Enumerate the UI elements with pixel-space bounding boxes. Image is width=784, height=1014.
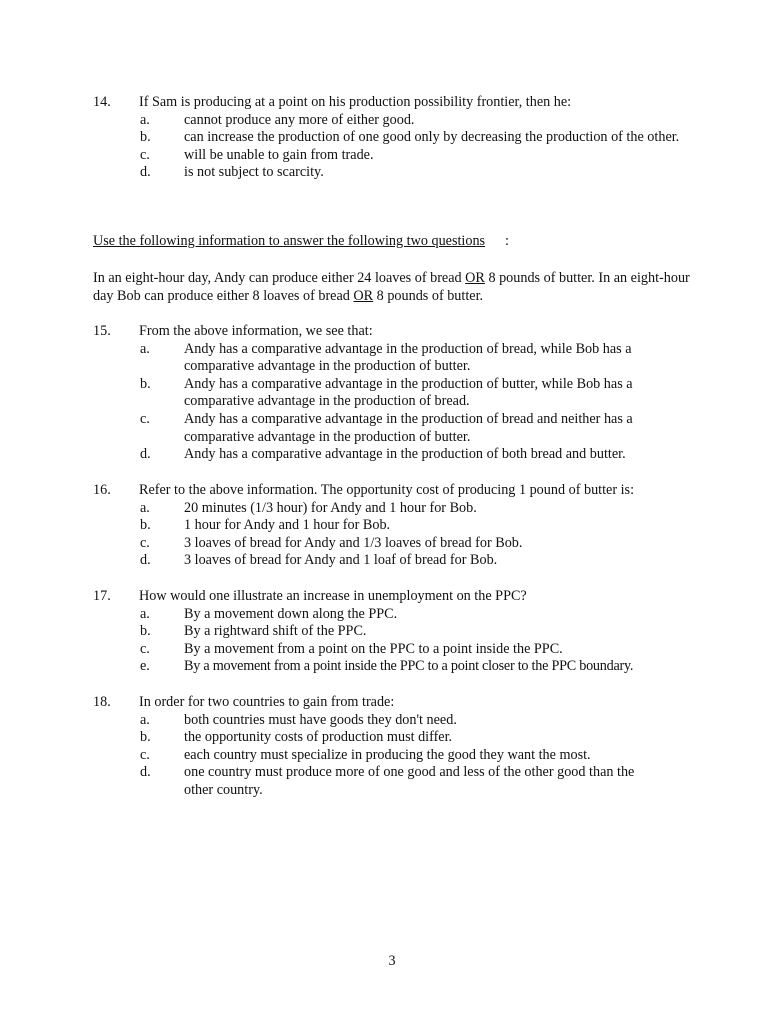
option-text: 1 hour for Andy and 1 hour for Bob. — [184, 517, 391, 534]
option-text: By a movement from a point on the PPC to a point inside the PPC. — [184, 640, 563, 657]
option-text: Andy has a comparative advantage in the production of butter, while Bob has a comparative advantage in the production of bread. — [184, 375, 633, 410]
option — [93, 341, 693, 376]
option — [93, 500, 693, 518]
option-text: each country must specialize in producing the good they want the most. — [184, 746, 591, 763]
question-number: 16. — [93, 482, 111, 498]
question-14 — [93, 94, 693, 182]
question-stem: How would one illustrate an increase in unemployment on the PPC? — [139, 588, 527, 604]
option-text: the opportunity costs of production must differ. — [184, 729, 453, 746]
option — [93, 446, 693, 464]
option-text: Andy has a comparative advantage in the production of bread and neither has a comparative advantage in the production of butter. — [184, 410, 633, 445]
option — [93, 535, 693, 553]
question-number: 14. — [93, 94, 111, 110]
option — [93, 517, 693, 535]
question-stem: If Sam is producing at a point on his production possibility frontier, then he: — [139, 94, 572, 110]
option-letter: a. — [140, 340, 150, 357]
option — [93, 764, 693, 799]
option-letter: b. — [140, 375, 151, 392]
question-number: 15. — [93, 323, 111, 339]
option — [93, 641, 693, 659]
option-text: By a rightward shift of the PPC. — [184, 623, 367, 640]
option — [93, 147, 693, 165]
option — [93, 747, 693, 765]
option-letter: b. — [140, 517, 151, 534]
option-letter: d. — [140, 446, 151, 463]
option-letter: c. — [140, 534, 150, 551]
option-text: By a movement down along the PPC. — [184, 605, 398, 622]
option-letter: b. — [140, 729, 151, 746]
option — [93, 623, 693, 641]
option-letter: e. — [140, 658, 150, 675]
question-16 — [93, 482, 693, 570]
question-number: 17. — [93, 588, 111, 604]
option — [93, 729, 693, 747]
option-text: Andy has a comparative advantage in the production of bread, while Bob has a comparative advantage in the production of butter. — [184, 340, 632, 375]
option-text: cannot produce any more of either good. — [184, 111, 415, 128]
option-letter: d. — [140, 552, 151, 569]
option-text: both countries must have goods they don't need. — [184, 711, 457, 728]
option-text: is not subject to scarcity. — [184, 164, 324, 181]
option — [93, 606, 693, 624]
question-stem: From the above information, we see that: — [139, 323, 373, 339]
or-emphasis: OR — [353, 287, 374, 304]
option-text: can increase the production of one good only by decreasing the production of the other. — [184, 129, 680, 146]
option-letter: d. — [140, 164, 151, 181]
option-letter: a. — [140, 499, 150, 516]
question-stem: In order for two countries to gain from trade: — [139, 694, 395, 710]
option-letter: a. — [140, 711, 150, 728]
or-emphasis: OR — [465, 270, 485, 286]
question-number: 18. — [93, 694, 111, 710]
option-letter: c. — [140, 640, 150, 657]
option-text: one country must produce more of one good and less of the other good than the other country. — [184, 764, 635, 798]
question-18 — [93, 694, 693, 800]
question-15 — [93, 323, 693, 464]
option-letter: c. — [140, 410, 150, 427]
info-paragraph: In an eight-hour day, Andy can produce either 24 loaves of bread OR 8 pounds of butter. In an eight-hour day Bob can produce either 8 loaves of bread OR 8 pounds of butter. — [93, 270, 690, 304]
option — [93, 129, 693, 147]
option-letter: c. — [140, 746, 150, 763]
option — [93, 112, 693, 130]
option-text: will be unable to gain from trade. — [184, 146, 374, 163]
option — [93, 658, 693, 676]
option-text: 20 minutes (1/3 hour) for Andy and 1 hour for Bob. — [184, 499, 477, 516]
option — [93, 552, 693, 570]
instructions-heading: Use the following information to answer the following two questions — [93, 233, 486, 249]
option-letter: b. — [140, 129, 151, 146]
option-letter: d. — [140, 764, 151, 781]
question-stem: Refer to the above information. The opportunity cost of producing 1 pound of butter is: — [139, 482, 635, 498]
instructions-colon: : — [505, 233, 509, 249]
option-text: 3 loaves of bread for Andy and 1/3 loaves of bread for Bob. — [184, 534, 523, 551]
option-text: 3 loaves of bread for Andy and 1 loaf of bread for Bob. — [184, 552, 498, 569]
option — [93, 712, 693, 730]
option — [93, 376, 693, 411]
option-text: Andy has a comparative advantage in the production of both bread and butter. — [184, 446, 626, 463]
option — [93, 411, 693, 446]
question-17 — [93, 588, 693, 676]
option-text: By a movement from a point inside the PPC to a point closer to the PPC boundary. — [184, 658, 634, 675]
option-letter: c. — [140, 146, 150, 163]
option-letter: b. — [140, 623, 151, 640]
page-number: 3 — [388, 953, 396, 969]
option-letter: a. — [140, 605, 150, 622]
option — [93, 164, 693, 182]
option-letter: a. — [140, 111, 150, 128]
